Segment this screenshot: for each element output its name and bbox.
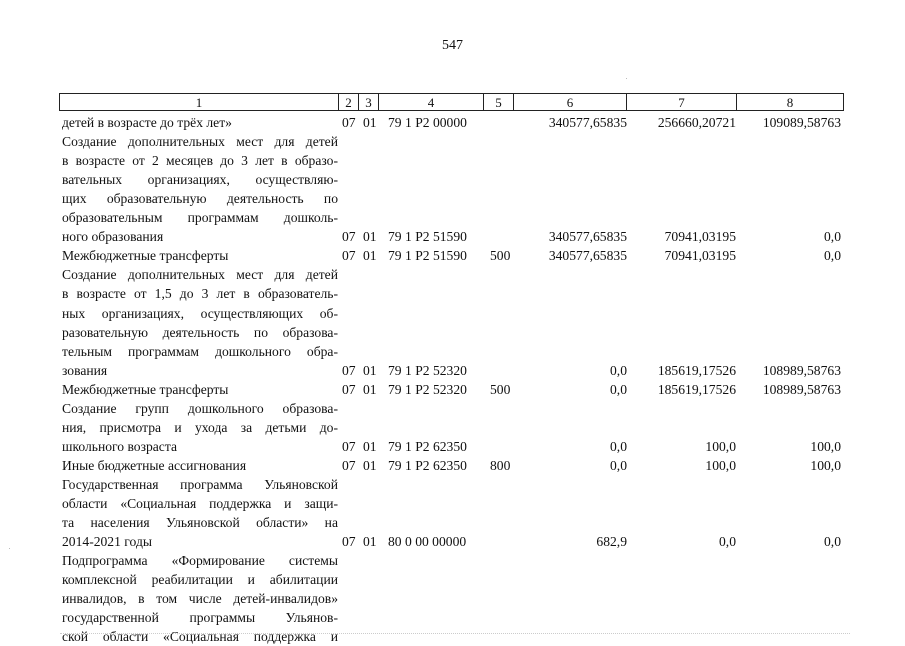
row-cell-c7: 100,0	[705, 438, 736, 454]
row-cell-c7: 70941,03195	[664, 229, 736, 245]
row-cell-c3: 01	[363, 362, 377, 378]
row-cell-c8: 100,0	[810, 438, 841, 454]
row-description: Создание групп дошкольного образова-	[62, 400, 338, 416]
row-description: школьного возраста	[62, 438, 177, 454]
row-description: образовательным программам дошколь-	[62, 210, 338, 226]
row-cell-c6: 682,9	[596, 534, 627, 550]
row-description: ных организациях, осуществляющих об-	[62, 305, 338, 321]
column-header-3: 3	[359, 93, 379, 111]
row-cell-c4: 79 1 P2 51590	[388, 229, 467, 245]
table-row	[0, 342, 905, 361]
table-row	[0, 456, 905, 475]
row-cell-c5: 500	[490, 248, 511, 264]
row-description: Иные бюджетные ассигнования	[62, 457, 247, 473]
table-row	[0, 304, 905, 323]
row-cell-c2: 07	[342, 248, 356, 264]
row-cell-c8: 0,0	[824, 534, 841, 550]
row-description: тельным программам дошкольного обра-	[62, 343, 338, 359]
row-cell-c3: 01	[363, 229, 377, 245]
table-row	[0, 570, 905, 589]
table-row	[0, 151, 905, 170]
table-row	[0, 608, 905, 627]
table-row	[0, 265, 905, 284]
row-cell-c4: 79 1 P2 00000	[388, 115, 467, 130]
row-cell-c6: 0,0	[610, 438, 627, 454]
row-description: области «Социальная поддержка и защи-	[62, 496, 338, 511]
row-cell-c7: 100,0	[705, 457, 736, 473]
row-cell-c2: 07	[342, 381, 356, 397]
column-header-6: 6	[514, 93, 627, 111]
column-header-1: 1	[59, 93, 339, 111]
row-cell-c3: 01	[363, 534, 377, 550]
row-description: в возрасте от 2 месяцев до 3 лет в образо-	[62, 153, 338, 169]
table-row	[0, 380, 905, 399]
row-description: Создание дополнительных мест для детей	[62, 267, 338, 283]
row-cell-c4: 79 1 P2 62350	[388, 438, 467, 454]
table-row	[0, 113, 905, 132]
table-row	[0, 323, 905, 342]
row-description: зования	[62, 362, 108, 378]
row-cell-c7: 0,0	[719, 534, 736, 550]
table-row	[0, 494, 905, 513]
row-description: комплексной реабилитации и абилитации	[62, 572, 338, 588]
row-description: Межбюджетные трансферты	[62, 248, 229, 264]
row-cell-c6: 0,0	[610, 362, 627, 378]
row-cell-c8: 0,0	[824, 248, 841, 264]
row-cell-c3: 01	[363, 248, 377, 264]
row-cell-c7: 185619,17526	[657, 362, 736, 378]
row-description: Создание дополнительных мест для детей	[62, 134, 338, 150]
row-cell-c6: 340577,65835	[548, 248, 627, 264]
row-cell-c2: 07	[342, 362, 356, 378]
row-cell-c2: 07	[342, 438, 356, 454]
row-cell-c2: 07	[342, 534, 356, 550]
table-row	[0, 532, 905, 551]
row-cell-c2: 07	[342, 229, 356, 245]
row-cell-c6: 340577,65835	[548, 115, 627, 130]
row-description: ния, присмотра и ухода за детьми до-	[62, 419, 338, 435]
row-description: Государственная программа Ульяновской	[62, 476, 338, 492]
row-cell-c8: 108989,58763	[762, 362, 841, 378]
row-cell-c8: 109089,58763	[762, 115, 841, 130]
row-cell-c4: 80 0 00 00000	[388, 534, 467, 550]
page-number: 547	[442, 38, 463, 53]
column-header-8: 8	[737, 93, 844, 111]
table-row	[0, 361, 905, 380]
row-cell-c5: 500	[490, 381, 511, 397]
row-cell-c6: 0,0	[610, 457, 627, 473]
row-cell-c3: 01	[363, 457, 377, 473]
row-cell-c6: 340577,65835	[548, 229, 627, 245]
row-description: ного образования	[62, 229, 164, 245]
column-header-2: 2	[339, 93, 359, 111]
table-row	[0, 551, 905, 570]
row-description: инвалидов, в том числе детей-инвалидов»	[62, 591, 338, 607]
row-cell-c3: 01	[363, 381, 377, 397]
row-cell-c8: 100,0	[810, 457, 841, 473]
row-description: та населения Ульяновской области» на	[62, 515, 338, 531]
table-row	[0, 589, 905, 608]
row-cell-c5: 800	[490, 457, 511, 473]
scan-artifact-dot	[626, 78, 627, 79]
column-header-5: 5	[484, 93, 514, 111]
row-description: ской области «Социальная поддержка и	[62, 629, 338, 645]
table-row	[0, 475, 905, 494]
row-cell-c4: 79 1 P2 62350	[388, 457, 467, 473]
table-row	[0, 627, 905, 646]
row-description: 2014-2021 годы	[62, 534, 152, 550]
table-row	[0, 132, 905, 151]
scan-artifact-line	[60, 633, 850, 634]
row-cell-c7: 70941,03195	[664, 248, 736, 264]
row-cell-c8: 108989,58763	[762, 381, 841, 397]
table-row	[0, 227, 905, 246]
table-row	[0, 170, 905, 189]
row-cell-c3: 01	[363, 115, 377, 130]
column-header-7: 7	[627, 93, 737, 111]
row-description: детей в возрасте до трёх лет»	[62, 115, 232, 130]
row-description: в возрасте от 1,5 до 3 лет в образователь-	[62, 286, 338, 302]
row-description: Подпрограмма «Формирование системы	[62, 553, 338, 569]
scan-artifact-dot	[9, 548, 10, 549]
row-description: вательных организациях, осуществляю-	[62, 172, 338, 188]
row-cell-c3: 01	[363, 438, 377, 454]
row-cell-c2: 07	[342, 457, 356, 473]
table-row	[0, 284, 905, 303]
table-header	[59, 93, 844, 111]
table-row	[0, 246, 905, 265]
row-description: щих образовательную деятельность по	[62, 191, 338, 207]
table-row	[0, 189, 905, 208]
row-cell-c8: 0,0	[824, 229, 841, 245]
table-row	[0, 437, 905, 456]
row-cell-c7: 185619,17526	[657, 381, 736, 397]
row-description: разовательную деятельность по образова-	[62, 324, 338, 340]
table-row	[0, 399, 905, 418]
row-cell-c4: 79 1 P2 52320	[388, 381, 467, 397]
row-cell-c2: 07	[342, 115, 356, 130]
row-description: Межбюджетные трансферты	[62, 381, 229, 397]
row-cell-c4: 79 1 P2 51590	[388, 248, 467, 264]
column-header-4: 4	[379, 93, 484, 111]
table-row	[0, 208, 905, 227]
row-cell-c7: 256660,20721	[657, 115, 736, 130]
row-description: государственной программы Ульянов-	[62, 610, 338, 626]
row-cell-c4: 79 1 P2 52320	[388, 362, 467, 378]
row-cell-c6: 0,0	[610, 381, 627, 397]
table-row	[0, 513, 905, 532]
table-row	[0, 418, 905, 437]
